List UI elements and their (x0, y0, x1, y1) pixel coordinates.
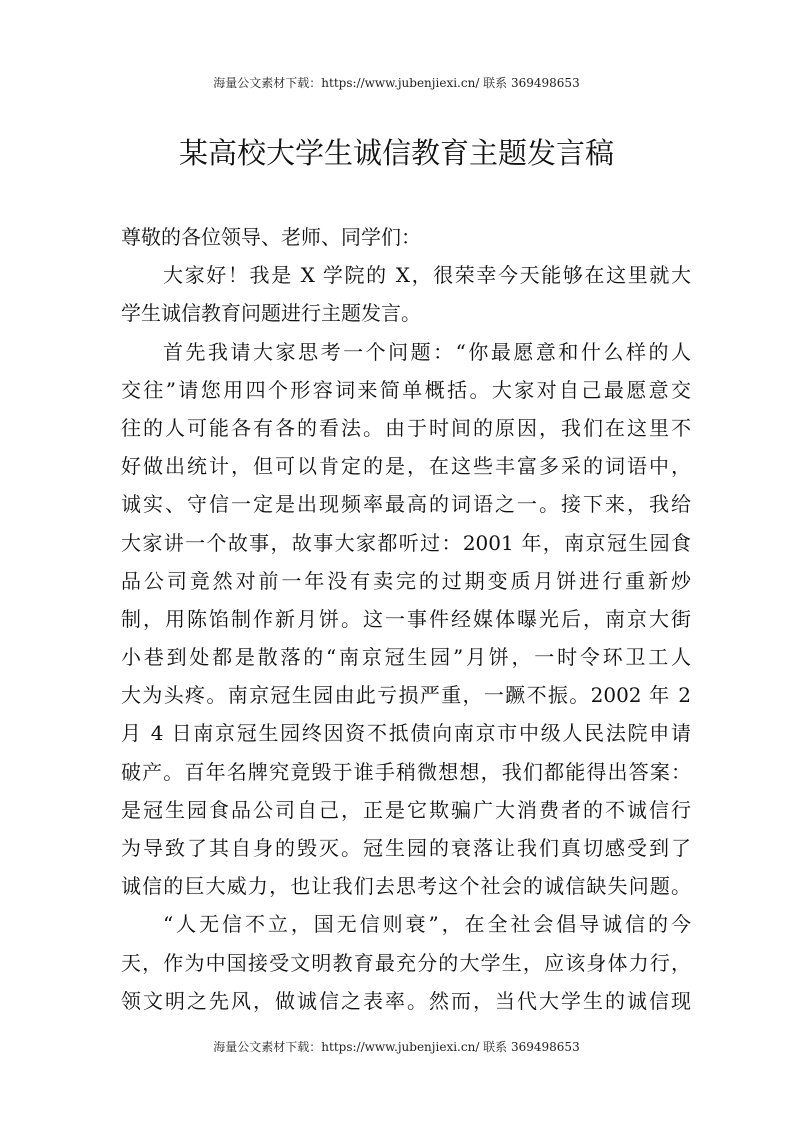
paragraph-line: 学生诚信教育问题进行主题发言。 (121, 301, 421, 326)
paragraph-line: 破产。百年名牌究竟毁于谁手稍微想想，我们都能得出答案： (121, 759, 691, 784)
paragraph-line: 月 4 日南京冠生园终因资不抵债向南京市中级人民法院申请 (121, 721, 691, 746)
document-body (121, 218, 691, 1020)
paragraph-line: 大家讲一个故事，故事大家都听过：2001 年，南京冠生园食 (121, 530, 691, 555)
paragraph-line: 往的人可能各有各的看法。由于时间的原因，我们在这里不 (121, 415, 691, 440)
paragraph-line: 交往”请您用四个形容词来简单概括。大家对自己最愿意交 (121, 377, 691, 402)
page-footer: 海量公文素材下载：https://www.jubenjiexi.cn/ 联系 369498653 (213, 1040, 580, 1054)
paragraph-line: 好做出统计，但可以肯定的是，在这些丰富多采的词语中， (121, 454, 691, 479)
paragraph-line: 制，用陈馅制作新月饼。这一事件经媒体曝光后，南京大街 (121, 606, 691, 631)
paragraph-line: “人无信不立，国无信则衰”，在全社会倡导诚信的今 (163, 912, 691, 937)
paragraph-line: 大家好！我是 X 学院的 X，很荣幸今天能够在这里就大 (163, 263, 691, 288)
paragraph-line: 诚实、守信一定是出现频率最高的词语之一。接下来，我给 (121, 492, 691, 517)
paragraph-line: 首先我请大家思考一个问题：“你最愿意和什么样的人 (163, 339, 691, 364)
paragraph-line: 为导致了其自身的毁灭。冠生园的衰落让我们真切感受到了 (121, 836, 691, 860)
document-title: 某高校大学生诚信教育主题发言稿 (178, 136, 614, 170)
paragraph-line: 诚信的巨大威力，也让我们去思考这个社会的诚信缺失问题。 (121, 874, 691, 899)
page-header: 海量公文素材下载：https://www.jubenjiexi.cn/ 联系 369498653 (213, 76, 580, 90)
paragraph-line: 是冠生园食品公司自己，正是它欺骗广大消费者的不诚信行 (121, 797, 691, 822)
paragraph-line: 品公司竟然对前一年没有卖完的过期变质月饼进行重新炒 (121, 568, 691, 593)
paragraph-line: 领文明之先风，做诚信之表率。然而，当代大学生的诚信现 (121, 988, 691, 1013)
paragraph-line: 天，作为中国接受文明教育最充分的大学生，应该身体力行， (121, 950, 691, 975)
salutation-line: 尊敬的各位领导、老师、同学们： (121, 225, 421, 249)
paragraph-line: 小巷到处都是散落的“南京冠生园”月饼，一时令环卫工人 (121, 645, 691, 670)
paragraph-line: 大为头疼。南京冠生园由此亏损严重，一蹶不振。2002 年 2 (121, 683, 691, 708)
